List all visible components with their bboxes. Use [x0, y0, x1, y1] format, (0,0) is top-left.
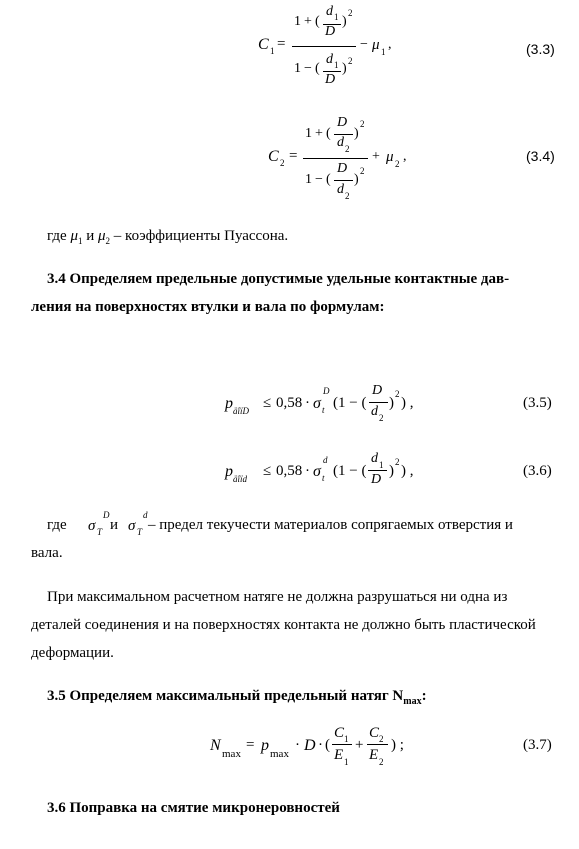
- eq33-num-lparen: (: [315, 14, 320, 29]
- eq37-C2-sub: 2: [379, 734, 384, 744]
- eq36-frac-bar: [368, 470, 387, 471]
- eq33-den-lparen: (: [315, 61, 320, 76]
- poisson-rest: – коэффициенты Пуассона.: [110, 228, 289, 244]
- eq34-den-D: D: [337, 161, 348, 176]
- eq35-sigma-sub: t: [322, 405, 325, 415]
- eq36-frac-num: d: [371, 451, 378, 466]
- yield-sigma-D: σ: [88, 518, 96, 534]
- eq34-den-rparen: ): [354, 172, 359, 187]
- eq34-num-D: D: [337, 115, 348, 130]
- eq37-E1: E: [334, 747, 344, 763]
- eq33-comma: ,: [388, 37, 392, 52]
- poisson-mu2: μ: [98, 228, 106, 244]
- poisson-line: [47, 228, 288, 246]
- eq35-sigma-sup: D: [323, 386, 330, 396]
- eq34-den-lparen: (: [326, 172, 331, 187]
- eq34-num-d: d: [337, 135, 344, 150]
- eq36-p: p: [225, 463, 233, 480]
- eq37-C1: C: [334, 725, 345, 741]
- eq37-N: N: [210, 737, 221, 754]
- eq35-le: ≤: [263, 395, 272, 411]
- eq37-p-sub: max: [270, 748, 289, 760]
- eq37-E1-sub: 1: [344, 757, 349, 767]
- eq37-D: D: [304, 737, 316, 754]
- eq33-den-D: D: [325, 72, 336, 87]
- eq35-end: ) ,: [401, 395, 414, 411]
- eq37-eq: =: [246, 737, 255, 753]
- eq33-den-one: 1: [294, 61, 301, 76]
- eq34-den-inner-bar: [334, 180, 353, 181]
- yield-and: и: [110, 517, 119, 533]
- eq37-number: (3.7): [523, 737, 552, 753]
- eq34-lhs-sub: 2: [280, 158, 285, 168]
- eq33-num-pow: 2: [348, 8, 353, 18]
- eq36-sigma: σ: [313, 463, 321, 480]
- eq34-num-lparen: (: [326, 126, 331, 141]
- eq33-den-pow: 2: [348, 56, 353, 66]
- eq34-num-plus: +: [315, 126, 323, 141]
- eq33-num-one: 1: [294, 14, 301, 29]
- eq34-den-d: d: [337, 182, 344, 197]
- eq37-p: p: [261, 737, 269, 754]
- heading-3-4-line1: 3.4 Определяем предельные допустимые удельные контактные дав-: [47, 271, 510, 287]
- yield-sigma-d: σ: [128, 518, 136, 534]
- eq37-dot2: ·: [318, 737, 323, 753]
- eq33-number: (3.3): [526, 41, 555, 57]
- eq37-plus: +: [355, 737, 364, 753]
- paragraph-line2: деталей соединения и на поверхностях контакта не должно быть пластической: [31, 617, 536, 633]
- heading-3-4-line2: ления на поверхностях втулки и вала по формулам:: [31, 299, 385, 315]
- paragraph-line1: При максимальном расчетном натяге не должна разрушаться ни одна из: [47, 589, 508, 605]
- eq33-num-d-sub: 1: [334, 12, 339, 22]
- eq35-close: ): [389, 395, 394, 411]
- eq36-pow: 2: [395, 457, 400, 467]
- eq34-tail-sign: +: [372, 149, 380, 164]
- yield-continuation: вала.: [31, 545, 63, 561]
- yield-sigma-d-sub: T: [137, 527, 143, 537]
- heading-3-6: 3.6 Поправка на смятие микронеровностей: [47, 800, 340, 816]
- eq36-sigma-sup: d: [323, 455, 328, 465]
- eq33-equals: =: [277, 36, 286, 52]
- poisson-mu2-sub: 2: [105, 236, 111, 246]
- eq34-den-pow: 2: [360, 166, 365, 176]
- eq37-C1-sub: 1: [344, 734, 349, 744]
- eq36-le: ≤: [263, 463, 272, 479]
- eq37-open: (: [325, 737, 330, 753]
- eq34-lhs: C: [268, 148, 279, 165]
- eq34-equals: =: [289, 148, 298, 164]
- eq36-close: ): [389, 463, 394, 479]
- eq36-number: (3.6): [523, 463, 552, 479]
- eq33-mu-sub: 1: [381, 47, 386, 57]
- eq33-num-rparen: ): [342, 14, 347, 29]
- poisson-and: и: [82, 228, 99, 244]
- eq35-pow: 2: [395, 389, 400, 399]
- eq35-one-minus: (1 − (: [333, 395, 367, 411]
- eq35-frac-den: d: [371, 404, 378, 419]
- eq36-one-minus: (1 − (: [333, 463, 367, 479]
- eq37-frac1-bar: [332, 744, 352, 745]
- eq34-den-d-sub: 2: [345, 191, 350, 201]
- yield-rest: – предел текучести материалов сопрягаемых отверстия и: [148, 517, 513, 533]
- eq37-N-sub: max: [222, 748, 241, 760]
- eq35-frac-den-sub: 2: [379, 413, 384, 423]
- eq33-num-D: D: [325, 24, 336, 39]
- poisson-where: где: [47, 228, 71, 244]
- yield-sigma-d-sup: d: [143, 510, 148, 520]
- eq37-end: ) ;: [391, 737, 404, 753]
- eq36-sigma-sub: t: [322, 473, 325, 483]
- heading-3-5-text: 3.5 Определяем максимальный предельный натяг N: [47, 688, 404, 704]
- poisson-mu1: μ: [70, 228, 78, 244]
- eq33-mu: μ: [372, 37, 380, 53]
- eq33-den-minus: −: [304, 61, 312, 76]
- yield-where: где: [47, 517, 67, 533]
- heading-3-5: [47, 688, 427, 707]
- eq35-frac-bar: [369, 402, 388, 403]
- eq35-dot: ·: [305, 395, 310, 411]
- eq34-num-d-sub: 2: [345, 144, 350, 154]
- eq37-frac2-bar: [367, 744, 388, 745]
- eq34-main-fraction-bar: [303, 158, 368, 159]
- eq35-sigma: σ: [313, 395, 321, 412]
- eq37-C2: C: [369, 725, 380, 741]
- eq33-lhs-sub: 1: [270, 46, 275, 56]
- eq34-mu: μ: [386, 149, 394, 165]
- eq33-lhs: C: [258, 36, 269, 53]
- eq34-num-pow: 2: [360, 119, 365, 129]
- eq35-coef: 0,58: [276, 395, 303, 411]
- eq35-number: (3.5): [523, 395, 552, 411]
- eq33-den-d-sub: 1: [334, 60, 339, 70]
- eq34-mu-sub: 2: [395, 159, 400, 169]
- eq33-num-plus: +: [304, 14, 312, 29]
- eq33-den-d: d: [326, 52, 333, 67]
- poisson-mu1-sub: 1: [77, 236, 83, 246]
- eq35-frac-num: D: [372, 383, 383, 398]
- eq37-E2-sub: 2: [379, 757, 384, 767]
- eq36-frac-den: D: [371, 472, 382, 487]
- eq34-comma: ,: [403, 149, 407, 164]
- eq33-tail-sign: −: [360, 37, 368, 52]
- eq36-coef: 0,58: [276, 463, 303, 479]
- eq36-frac-num-sub: 1: [379, 460, 384, 470]
- eq33-den-rparen: ): [342, 61, 347, 76]
- eq36-p-sub: äîïd: [233, 474, 248, 484]
- eq34-num-one: 1: [305, 126, 312, 141]
- paragraph-line3: деформации.: [31, 645, 114, 661]
- eq36-dot: ·: [305, 463, 310, 479]
- eq37-dot1: ·: [295, 737, 300, 753]
- eq35-p: p: [225, 395, 233, 412]
- heading-3-5-colon: :: [421, 688, 427, 704]
- eq34-num-rparen: ): [354, 126, 359, 141]
- heading-3-5-sub: max: [403, 696, 422, 707]
- eq34-den-minus: −: [315, 172, 323, 187]
- eq35-p-sub: äîïD: [233, 406, 250, 416]
- yield-sigma-D-sup: D: [103, 510, 110, 520]
- yield-sigma-D-sub: T: [97, 527, 103, 537]
- eq36-end: ) ,: [401, 463, 414, 479]
- eq37-E2: E: [369, 747, 379, 763]
- eq33-num-d: d: [326, 4, 333, 19]
- eq33-main-fraction-bar: [292, 46, 356, 47]
- eq34-number: (3.4): [526, 148, 555, 164]
- eq34-den-one: 1: [305, 172, 312, 187]
